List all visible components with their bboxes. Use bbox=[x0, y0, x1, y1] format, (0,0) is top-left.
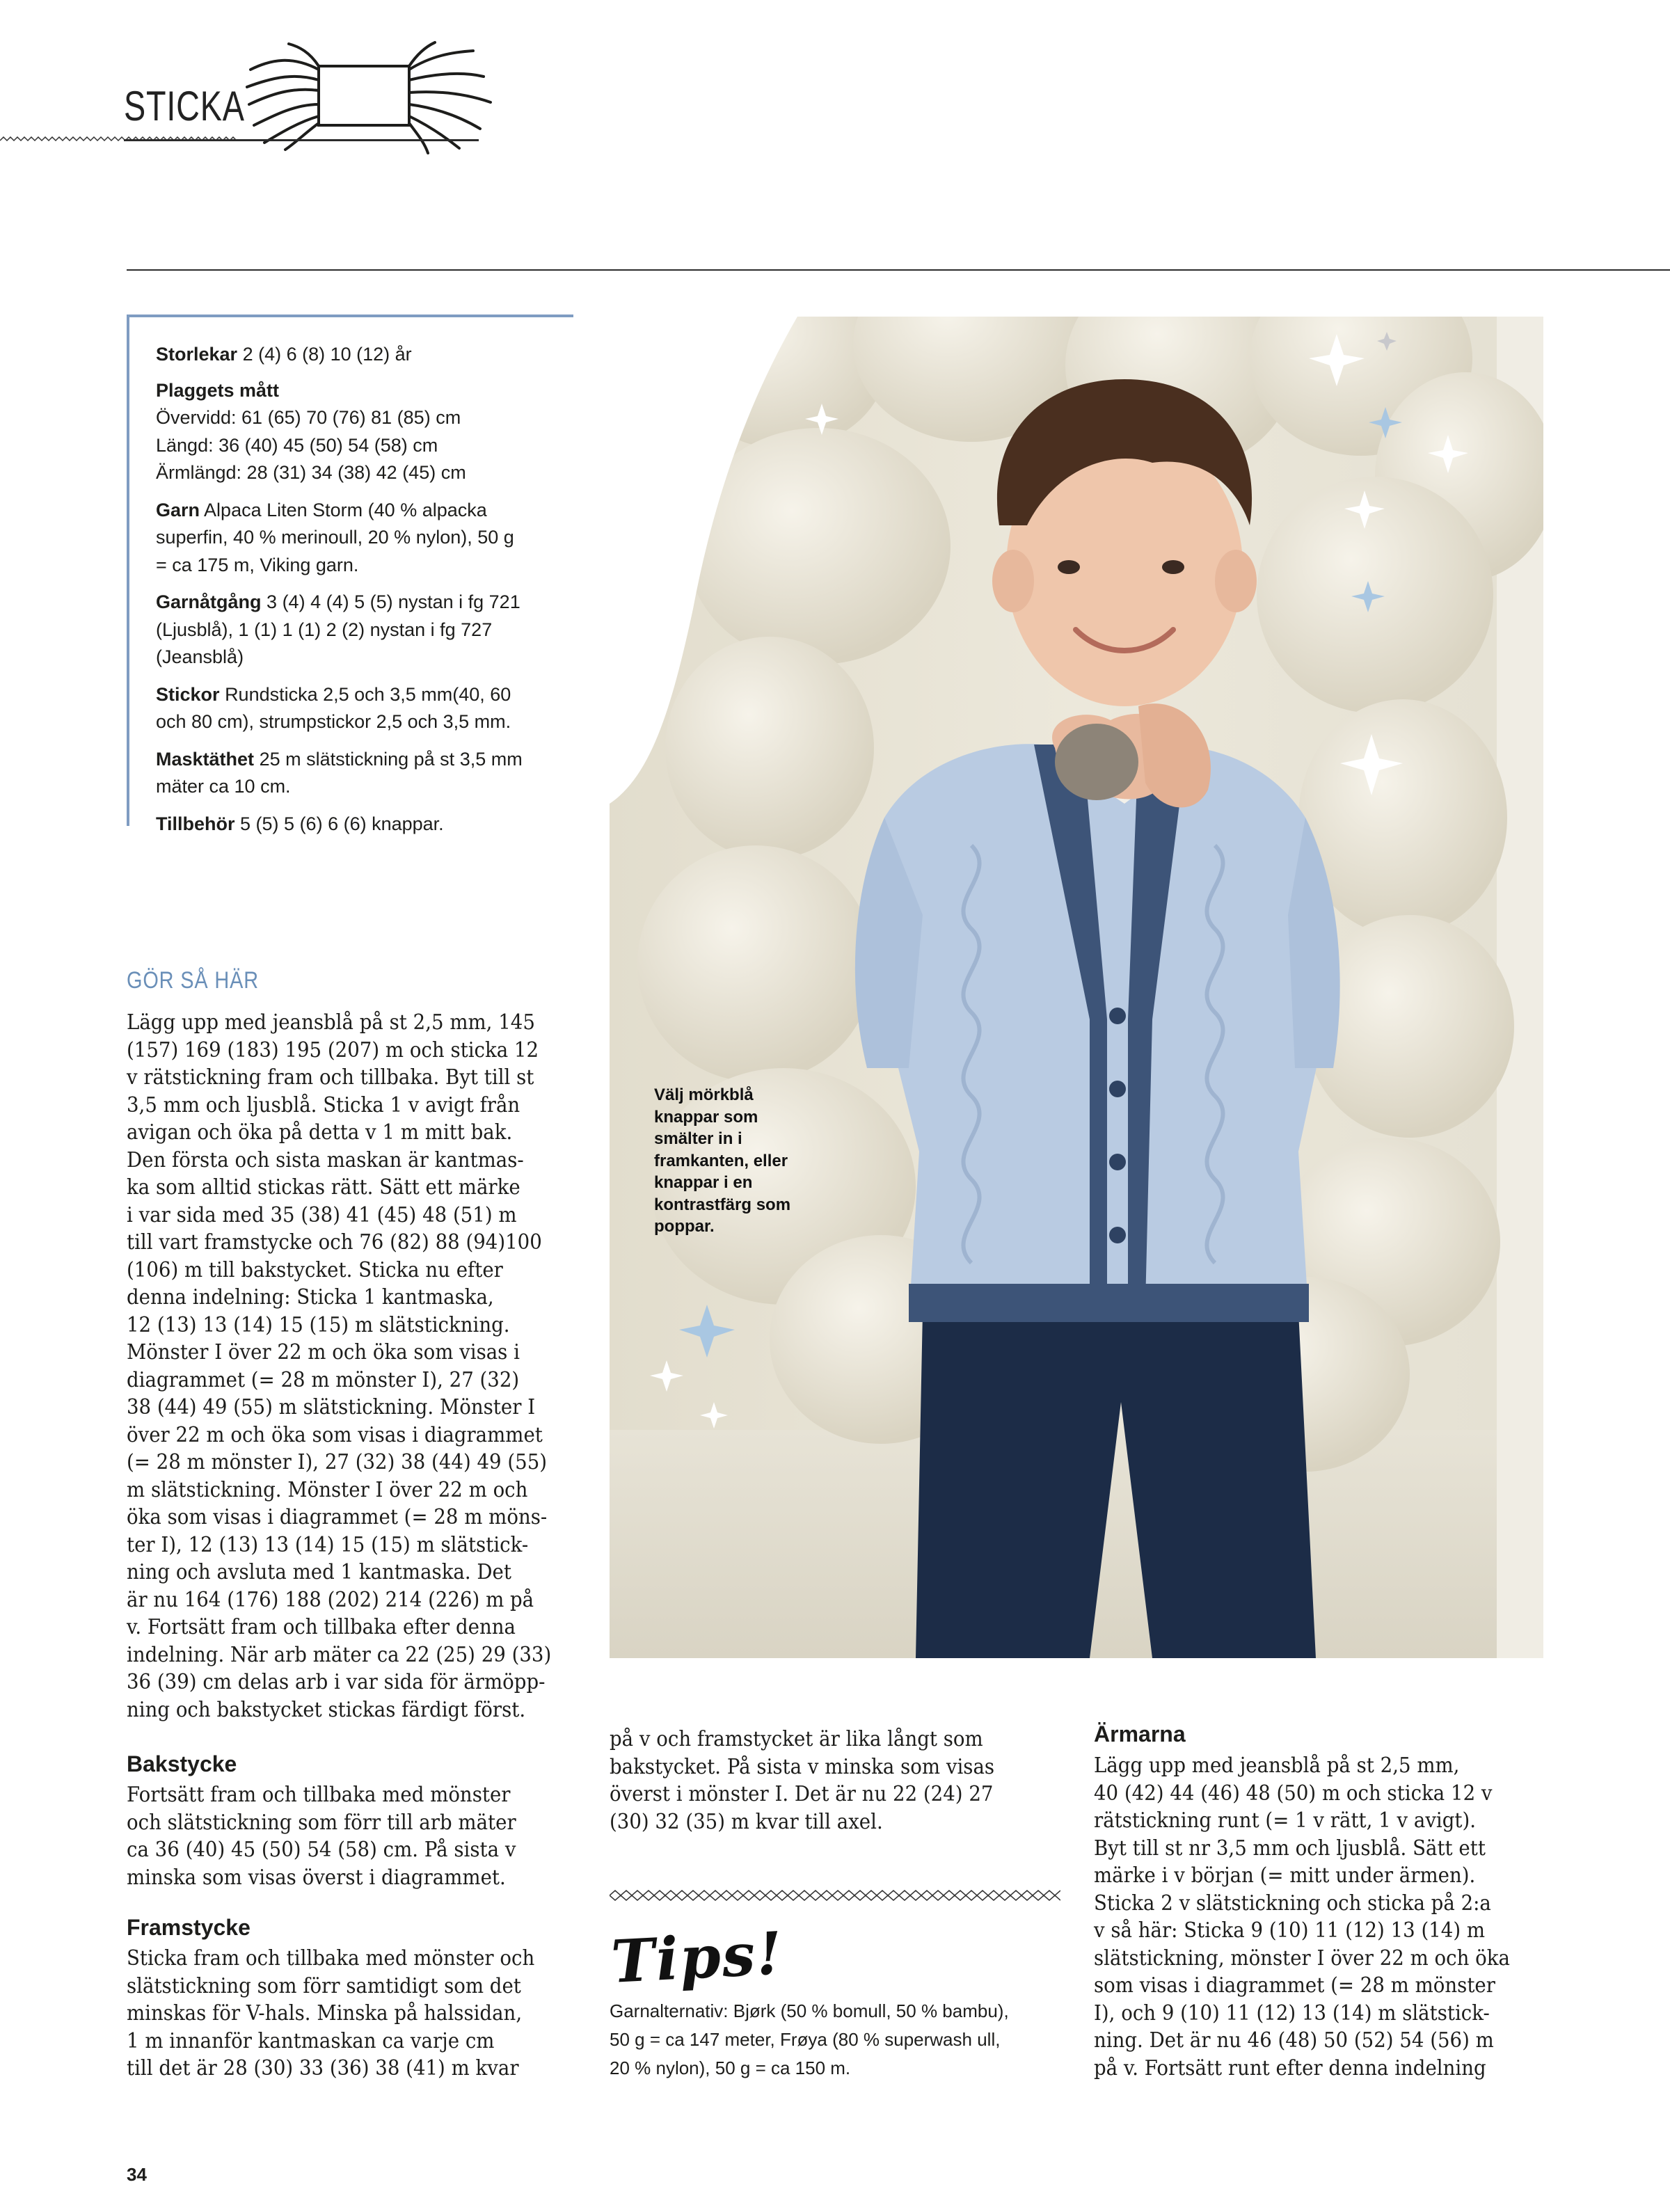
tips-title: Tips! bbox=[610, 1918, 786, 1996]
info-masktathet: Masktäthet 25 m slätstickning på st 3,5 mm mäter ca 10 cm. bbox=[156, 748, 523, 797]
header-rule bbox=[124, 139, 479, 141]
info-matt: Plaggets mått Övervidd: 61 (65) 70 (76) 81 (85) cm Längd: 36 (40) 45 (50) 54 (58) cm Ärmlängd: 28 (31) 34 (38) 42 (45) cm bbox=[156, 379, 466, 483]
bakstycke-heading: Bakstycke bbox=[127, 1751, 237, 1776]
page-number: 34 bbox=[127, 2164, 147, 2185]
top-divider bbox=[127, 269, 1670, 271]
info-tillbehor: Tillbehör 5 (5) 5 (6) 6 (6) knappar. bbox=[156, 813, 444, 834]
instructions-heading: GÖR SÅ HÄR bbox=[127, 967, 259, 994]
photo-caption: Välj mörkblå knappar som smälter in i framkanten, eller knappar i en kontrastfärg som poppar. bbox=[654, 1085, 791, 1236]
section-title: STICKA bbox=[124, 83, 245, 129]
info-garnatgang: Garnåtgång 3 (4) 4 (4) 5 (5) nystan i fg 721 (Ljusblå), 1 (1) 1 (1) 2 (2) nystan i fg 727 (Jeansblå) bbox=[156, 591, 520, 667]
tips-body: Garnalternativ: Bjørk (50 % bomull, 50 % bambu), 50 g = ca 147 meter, Frøya (80 % superwash ull, 20 % nylon), 50 g = ca 150 m. bbox=[610, 2000, 1009, 2078]
framstycke-body: Sticka fram och tillbaka med mönster och slätstickning som förr samtidigt som det minskas för V-hals. Minska på halssidan, 1 m innanför kantmaskan ca varje cm till det är 28 (30) 33 (36) 38 (41) m kvar bbox=[127, 1946, 535, 2080]
middle-column-body: på v och framstycket är lika långt som bakstycket. På sista v minska som visas överst i mönster I. Det är nu 22 (24) 27 (30) 32 (35) m kvar till axel. bbox=[610, 1727, 995, 1834]
bakstycke-body: Fortsätt fram och tillbaka med mönster och slätstickning som förr till arb mäter ca 36 (40) 45 (50) 54 (58) cm. På sista v minska som visas överst i diagrammet. bbox=[127, 1783, 516, 1890]
info-box-top-border bbox=[127, 315, 573, 317]
info-box bbox=[156, 341, 573, 846]
info-box-left-border bbox=[127, 315, 129, 826]
info-stickor: Stickor Rundsticka 2,5 och 3,5 mm(40, 60 och 80 cm), strumpstickor 2,5 och 3,5 mm. bbox=[156, 683, 511, 732]
armarna-body: Lägg upp med jeansblå på st 2,5 mm, 40 (42) 44 (46) 48 (50) m och sticka 12 v rätstickning runt (= 1 v rätt, 1 v avigt). Byt till st nr 3,5 mm och ljusblå. Sätt ett märke i v början (= mitt under ärmen). Sticka 2 v slätstickning och sticka på 2:a v så här: Sticka 9 (10) 11 (12) 13 (14) m slätstickning, mönster I över 22 m och öka som visas i diagrammet (= 28 m mönster I), och 9 (10) 11 (12) 13 (14) m slätstick- ning. Det är nu 46 (48) 50 (52) 54 (56) m på v. Fortsätt runt efter denna indelning bbox=[1094, 1753, 1510, 2080]
info-storlekar: Storlekar 2 (4) 6 (8) 10 (12) år bbox=[156, 344, 412, 365]
photo bbox=[610, 317, 1543, 1658]
tips-divider bbox=[610, 1890, 1060, 1901]
info-garn: Garn Alpaca Liten Storm (40 % alpacka superfin, 40 % merinoull, 20 % nylon), 50 g = ca 175 m, Viking garn. bbox=[156, 499, 514, 575]
armarna-heading: Ärmarna bbox=[1094, 1721, 1186, 1746]
instructions-body: Lägg upp med jeansblå på st 2,5 mm, 145 (157) 169 (183) 195 (207) m och sticka 12 v rätstickning fram och tillbaka. Byt till st 3,5 mm och ljusblå. Sticka 1 v avigt från avigan och öka på detta v 1 m mitt bak. Den första och sista maskan är kantmas- ka som alltid stickas rätt. Sätt ett märke i var sida med 35 (38) 41 (45) 48 (51) m till vart framstycke och 76 (82) 88 (94)100 (106) m till bakstycket. Sticka nu efter denna indelning: Sticka 1 kantmaska, 12 (13) 13 (14) 15 (15) m slätstickning. Mönster I över 22 m och öka som visas i diagrammet (= 28 m mönster I), 27 (32) 38 (44) 49 (55) m slätstickning. Mönster I över 22 m och öka som visas i diagrammet (= 28 m mönster I), 27 (32) 38 (44) 49 (55) m slätstickning. Mönster I över 22 m och öka som visas i diagrammet (= 28 m möns- ter I), 12 (13) 13 (14) 15 (15) m slätstick- ning och avsluta med 1 kantmaska. Det är nu 164 (176) 188 (202) 214 (226) m på v. Fortsätt fram och tillbaka efter denna indelning. När arb mäter ca 22 (25) 29 (33) 36 (39) cm delas arb i var sida för ärmöpp- ning och bakstycket stickas färdigt först. bbox=[127, 1010, 552, 1722]
framstycke-heading: Framstycke bbox=[127, 1915, 250, 1940]
